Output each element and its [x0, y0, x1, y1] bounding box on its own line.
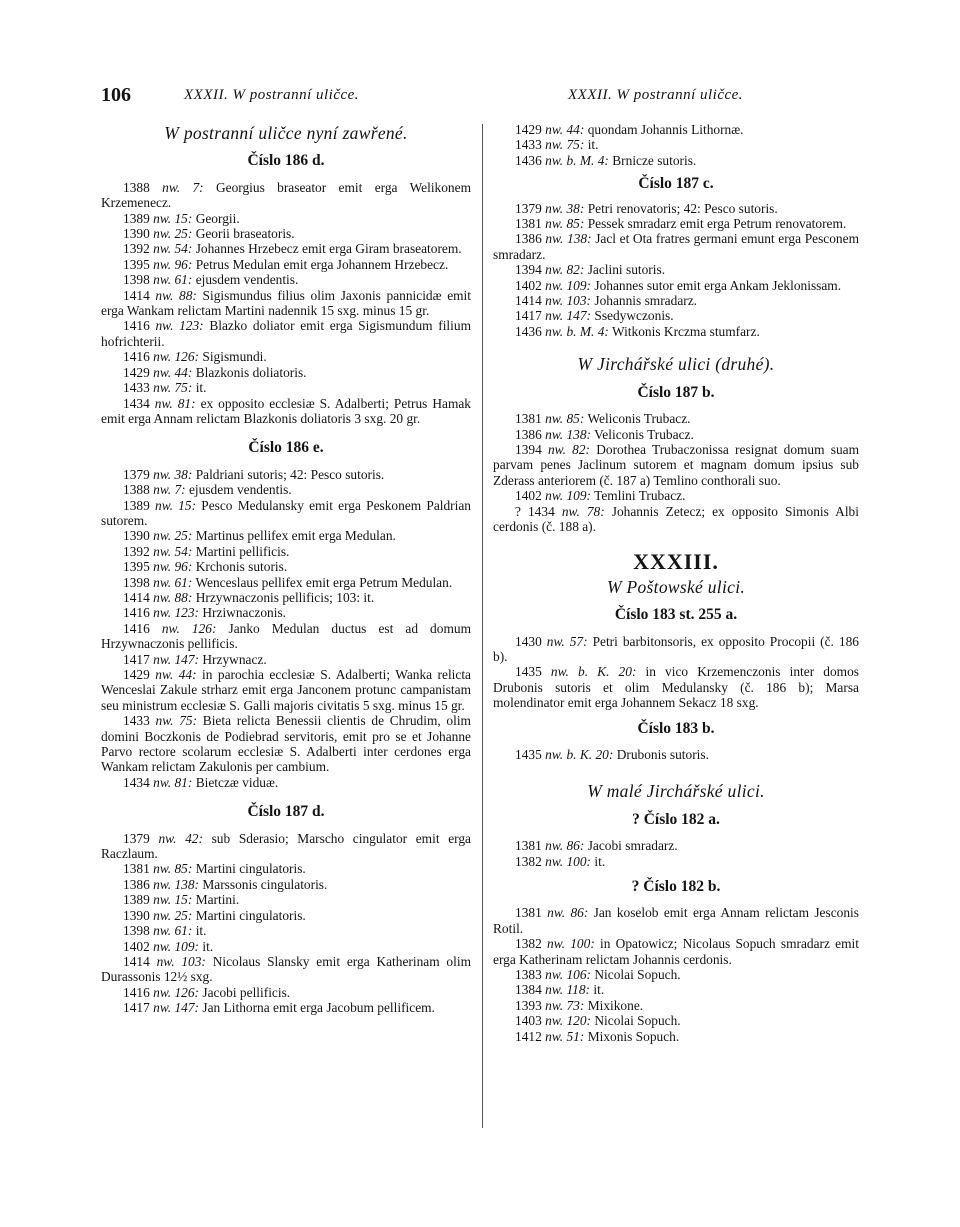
house-number-heading: Číslo 183 b. — [637, 719, 715, 737]
entry-text: Johannes Hrzebecz emit erga Giram braseatorem. — [195, 241, 462, 257]
entry-reference: nw. 147: — [153, 1000, 200, 1016]
entry-year: 1389 — [123, 892, 150, 908]
entry-year: 1379 — [515, 200, 542, 216]
record-entry — [101, 349, 471, 364]
record-entry — [101, 861, 471, 876]
entry-reference: nw. 123: — [153, 605, 200, 621]
entry-year: ? 1434 — [515, 503, 555, 519]
entry-text: Jacl et Ota fratres germani emunt erga Pesconem smradarz. — [493, 231, 859, 262]
entry-year: 1395 — [123, 559, 150, 575]
record-entry — [101, 288, 471, 319]
entry-text: it. — [195, 380, 207, 396]
entry-year: 1381 — [123, 861, 150, 877]
entry-reference: nw. 54: — [153, 241, 193, 257]
record-entry — [493, 308, 859, 323]
record-entry — [493, 634, 859, 665]
record-entry — [101, 544, 471, 559]
entry-text: Martinus pellifex emit erga Medulan. — [195, 528, 396, 544]
entry-year: 1402 — [123, 938, 150, 954]
entry-text: Georgius braseator emit erga Welikonem Krzemenecz. — [101, 179, 471, 211]
entry-text: Jaclini sutoris. — [587, 262, 666, 278]
entry-text: Blazkonis doliatoris. — [195, 364, 307, 380]
running-header — [101, 84, 781, 108]
record-entry — [101, 985, 471, 1000]
entry-year: 1416 — [123, 349, 150, 365]
entry-reference: nw. b. K. 20: — [550, 664, 637, 680]
entry-year: 1434 — [123, 395, 150, 411]
record-entry — [101, 180, 471, 211]
entry-text: Mixonis Sopuch. — [587, 1028, 680, 1044]
entry-reference: nw. 75: — [545, 137, 585, 153]
record-entry — [493, 324, 859, 339]
entry-text: Georgii. — [195, 210, 240, 226]
entry-reference: nw. 147: — [545, 308, 592, 324]
record-entry — [101, 365, 471, 380]
entry-text: Martini cingulatoris. — [195, 907, 306, 923]
entry-reference: nw. 73: — [545, 997, 585, 1013]
entry-year: 1403 — [515, 1013, 542, 1029]
entry-text: Hrzywnacz. — [202, 651, 267, 667]
entry-reference: nw. 85: — [545, 216, 585, 232]
record-entry — [493, 504, 859, 535]
entry-reference: nw. 100: — [545, 853, 592, 869]
entry-text: Ssedywczonis. — [594, 308, 674, 324]
entry-reference: nw. 138: — [545, 231, 592, 247]
record-entry — [493, 262, 859, 277]
entry-reference: nw. 82: — [547, 441, 591, 457]
right-column — [493, 122, 859, 1044]
entry-reference: nw. 38: — [545, 200, 585, 216]
spacer — [101, 426, 471, 432]
entry-reference: nw. 86: — [545, 838, 585, 854]
entry-text: sub Sderasio; Marscho cingulator emit erga Raczlaum. — [101, 830, 471, 862]
street-title: W Poštowské ulici. — [606, 576, 746, 597]
entry-reference: nw. 25: — [153, 528, 193, 544]
record-entry — [101, 1000, 471, 1015]
entry-text: Hrzywnaczonis pellificis; 103: it. — [195, 589, 375, 605]
record-entry — [101, 652, 471, 667]
entry-text: it. — [594, 853, 606, 869]
entry-text: Wenceslaus pellifex emit erga Petrum Medulan. — [195, 574, 453, 590]
entry-text: Johannis Zetecz; ex opposito Simonis Albi cerdonis (č. 188 a). — [493, 503, 859, 534]
house-number-heading: Číslo 187 d. — [247, 803, 325, 821]
entry-text: Weliconis Trubacz. — [587, 411, 691, 427]
entry-text: Johannes sutor emit erga Ankam Jeklonissam. — [594, 277, 842, 293]
entry-text: Sigismundi. — [202, 349, 267, 365]
entry-year: 1429 — [123, 667, 150, 682]
entry-reference: nw. 42: — [158, 830, 203, 846]
entry-year: 1434 — [123, 774, 150, 790]
record-entry — [493, 201, 859, 216]
record-entry — [101, 257, 471, 272]
entry-year: 1402 — [515, 488, 542, 504]
entry-text: ejusdem vendentis. — [188, 482, 292, 498]
record-entry — [493, 998, 859, 1013]
entry-year: 1417 — [123, 651, 150, 667]
entry-text: Blazko doliator emit erga Sigismundum filium hofrichterii. — [101, 318, 471, 349]
record-entry — [101, 482, 471, 497]
entry-text: it. — [593, 982, 605, 998]
entry-text: Georii braseatoris. — [195, 226, 295, 242]
entry-year: 1389 — [123, 210, 150, 226]
entry-year: 1392 — [123, 241, 150, 257]
entry-year: 1430 — [515, 633, 542, 649]
entry-year: 1414 — [123, 589, 150, 605]
page-number: 106 — [101, 84, 131, 106]
left-column — [101, 122, 471, 1016]
entry-reference: nw. 109: — [545, 277, 592, 293]
spacer — [493, 711, 859, 713]
entry-year: 1429 — [123, 364, 150, 380]
entry-text: it. — [195, 923, 207, 939]
record-entry — [493, 854, 859, 869]
entry-year: 1381 — [515, 216, 542, 232]
record-entry — [493, 936, 859, 967]
entry-reference: nw. 44: — [545, 122, 585, 137]
spacer — [493, 762, 859, 780]
record-entry — [493, 664, 859, 710]
entry-reference: nw. 126: — [153, 349, 200, 365]
entry-reference: nw. b. M. 4: — [545, 152, 609, 168]
entry-year: 1381 — [515, 411, 542, 427]
entry-year: 1417 — [123, 1000, 150, 1016]
record-entry — [101, 667, 471, 713]
entry-year: 1416 — [123, 984, 150, 1000]
house-number-heading: ? Číslo 182 b. — [631, 878, 721, 896]
entry-text: in Opatowicz; Nicolaus Sopuch smradarz emit erga Katherinam relictam Johannis cerdonis. — [493, 936, 859, 967]
entry-year: 1402 — [515, 277, 542, 293]
entry-year: 1381 — [515, 905, 542, 921]
record-entry — [101, 877, 471, 892]
record-entry — [101, 775, 471, 790]
entry-year: 1389 — [123, 497, 150, 513]
record-entry — [101, 954, 471, 985]
entry-text: Nicolai Sopuch. — [594, 967, 681, 983]
entry-year: 1382 — [515, 853, 542, 869]
entry-year: 1388 — [123, 179, 150, 195]
entry-reference: nw. 61: — [153, 574, 193, 590]
entry-reference: nw. 126: — [153, 984, 200, 1000]
entry-reference: nw. 138: — [153, 876, 200, 892]
entry-text: Johannis smradarz. — [594, 293, 698, 309]
entry-reference: nw. 103: — [545, 293, 592, 309]
entry-reference: nw. 15: — [153, 892, 193, 908]
entry-text: Pessek smradarz emit erga Petrum renovatorem. — [587, 216, 847, 232]
entry-year: 1386 — [123, 876, 150, 892]
record-entry — [493, 216, 859, 231]
house-number-heading: Číslo 186 d. — [247, 152, 325, 170]
entry-year: 1386 — [515, 231, 542, 247]
entry-reference: nw. 120: — [545, 1013, 592, 1029]
entry-text: Hrziwnaczonis. — [202, 605, 287, 621]
record-entry — [101, 892, 471, 907]
entry-reference: nw. 7: — [153, 482, 186, 498]
record-entry — [493, 231, 859, 262]
record-entry — [493, 1029, 859, 1044]
entry-reference: nw. 54: — [153, 543, 193, 559]
running-title-left: XXXII. W postranní uličce. — [184, 87, 360, 103]
entry-text: Krchonis sutoris. — [195, 559, 288, 575]
entry-reference: nw. 85: — [545, 411, 585, 427]
entry-text: Jan Lithorna emit erga Jacobum pellificem. — [202, 1000, 435, 1016]
record-entry — [493, 905, 859, 936]
street-title: W postranní uličce nyní zawřené. — [164, 123, 408, 143]
entry-year: 1384 — [515, 982, 542, 998]
entry-reference: nw. 78: — [561, 503, 605, 519]
record-entry — [101, 575, 471, 590]
entry-year: 1433 — [123, 380, 150, 396]
entry-text: Paldriani sutoris; 42: Pesco sutoris. — [195, 466, 385, 482]
entry-year: 1416 — [123, 318, 150, 334]
entry-reference: nw. 44: — [153, 364, 193, 380]
entry-reference: nw. 82: — [545, 262, 585, 278]
entry-year: 1394 — [515, 441, 542, 457]
entry-year: 1394 — [515, 262, 542, 278]
entry-year: 1398 — [123, 923, 150, 939]
street-title: W malé Jirchářské ulici. — [587, 781, 765, 802]
house-number-heading: Číslo 187 b. — [637, 383, 715, 401]
entry-reference: nw. b. K. 20: — [545, 747, 614, 762]
record-entry — [101, 380, 471, 395]
entry-text: Drubonis sutoris. — [616, 747, 709, 762]
record-entry — [101, 939, 471, 954]
spacer — [493, 869, 859, 871]
chapter-number: XXXIII. — [633, 549, 719, 575]
entry-year: 1393 — [515, 997, 542, 1013]
entry-reference: nw. 15: — [153, 210, 193, 226]
entry-text: Nicolaus Slansky emit erga Katherinam olim Durassonis 12½ sxg. — [101, 953, 471, 985]
entry-text: Petri barbitonsoris, ex opposito Procopii (č. 186 b). — [493, 633, 859, 664]
record-entry — [493, 982, 859, 997]
entry-text: ex opposito ecclesiæ S. Adalberti; Petrus Hamak emit erga Annam relictam Blazkonis doliatoris 3 sxg. 20 gr. — [101, 395, 472, 426]
house-number-heading: Číslo 187 c. — [638, 175, 714, 193]
entry-reference: nw. 81: — [154, 395, 196, 411]
entry-year: 1412 — [515, 1028, 542, 1044]
entry-reference: nw. 51: — [545, 1028, 585, 1044]
entry-text: quondam Johannis Lithornæ. — [587, 122, 744, 137]
record-entry — [493, 122, 859, 137]
record-entry — [493, 427, 859, 442]
record-entry — [101, 226, 471, 241]
record-entry — [101, 559, 471, 574]
record-entry — [493, 838, 859, 853]
entry-year: 1388 — [123, 482, 150, 498]
record-entry — [493, 488, 859, 503]
entry-year: 1416 — [123, 620, 150, 636]
record-entry — [101, 621, 471, 652]
entry-text: Jan koselob emit erga Annam relictam Jesconis Rotil. — [493, 905, 859, 936]
entry-reference: nw. 86: — [547, 905, 589, 921]
entry-reference: nw. 88: — [155, 287, 197, 303]
entry-reference: nw. 44: — [155, 667, 197, 682]
record-entry — [101, 272, 471, 287]
entry-reference: nw. 126: — [161, 620, 217, 636]
entry-reference: nw. 38: — [153, 466, 193, 482]
entry-year: 1392 — [123, 543, 150, 559]
entry-text: Nicolai Sopuch. — [594, 1013, 681, 1029]
record-entry — [493, 278, 859, 293]
entry-text: Mixikone. — [587, 997, 644, 1013]
entry-reference: nw. 57: — [546, 633, 588, 649]
entry-year: 1381 — [515, 838, 542, 854]
entry-reference: nw. 96: — [153, 256, 193, 272]
entry-reference: nw. 138: — [545, 426, 592, 442]
column-divider — [482, 124, 483, 1128]
spacer — [493, 339, 859, 353]
entry-text: Marssonis cingulatoris. — [202, 876, 328, 892]
entry-year: 1429 — [515, 122, 542, 137]
entry-year: 1390 — [123, 226, 150, 242]
entry-reference: nw. 109: — [153, 938, 200, 954]
entry-year: 1398 — [123, 272, 150, 288]
record-entry — [101, 908, 471, 923]
entry-reference: nw. 106: — [545, 967, 592, 983]
entry-year: 1435 — [515, 664, 542, 680]
entry-text: it. — [202, 938, 214, 954]
record-entry — [101, 211, 471, 226]
record-entry — [101, 467, 471, 482]
entry-text: Petri renovatoris; 42: Pesco sutoris. — [587, 200, 778, 216]
entry-text: Janko Medulan ductus est ad domum Hrzywnaczonis pellificis. — [101, 620, 471, 652]
entry-year: 1379 — [123, 466, 150, 482]
entry-year: 1390 — [123, 528, 150, 544]
record-entry — [493, 442, 859, 488]
entry-reference: nw. 85: — [153, 861, 193, 877]
record-entry — [493, 137, 859, 152]
entry-text: Witkonis Krczma stumfarz. — [611, 323, 760, 339]
house-number-heading: Číslo 186 e. — [248, 439, 324, 457]
entry-reference: nw. 147: — [153, 651, 200, 667]
record-entry — [493, 411, 859, 426]
entry-text: Petrus Medulan emit erga Johannem Hrzebecz. — [195, 256, 449, 272]
entry-reference: nw. 61: — [153, 923, 193, 939]
record-entry — [101, 241, 471, 256]
record-entry — [493, 967, 859, 982]
entry-reference: nw. 100: — [547, 936, 595, 952]
house-number-heading: Číslo 183 st. 255 a. — [614, 606, 738, 624]
record-entry — [493, 747, 859, 762]
entry-year: 1414 — [123, 953, 150, 969]
entry-text: Martini. — [195, 892, 240, 908]
entry-text: Brnicze sutoris. — [612, 152, 697, 168]
entry-reference: nw. 7: — [162, 179, 204, 195]
entry-text: Bieta relicta Benessii clientis de Chrudim, olim domini Boczkonis de Podiebrad servitoris, emit pro se et Johanne Parvo rectore scolarum ecclesiæ S. Adalberti inter cerdones erga Wankam relictam Zakulonis per cambium. — [101, 713, 471, 775]
entry-year: 1417 — [515, 308, 542, 324]
running-title-right: XXXII. W postranní uličce. — [568, 87, 744, 103]
entry-text: in vico Krzemenczonis inter domos Drubonis sutoris et olim Medulansky (č. 186 b); Marsa molendinator emit erga Johannem Sekacz 18 sxg. — [493, 664, 859, 711]
record-entry — [101, 713, 471, 775]
entry-reference: nw. 96: — [153, 559, 193, 575]
entry-year: 1433 — [515, 137, 542, 153]
record-entry — [493, 293, 859, 308]
entry-year: 1435 — [515, 747, 542, 762]
entry-text: Veliconis Trubacz. — [594, 426, 694, 442]
entry-year: 1390 — [123, 907, 150, 923]
entry-text: Bietczæ viduæ. — [195, 774, 279, 790]
entry-reference: nw. 81: — [153, 774, 193, 790]
entry-text: Sigismundus filius olim Jaxonis pannicidæ emit erga Wankam relictam Martini nadennik 15 sxg. minus 15 gr. — [101, 287, 471, 319]
street-title: W Jirchářské ulici (druhé). — [577, 354, 775, 375]
entry-year: 1382 — [515, 936, 542, 952]
entry-reference: nw. 109: — [545, 488, 592, 504]
entry-year: 1414 — [515, 293, 542, 309]
entry-year: 1414 — [123, 287, 150, 303]
entry-text: ejusdem vendentis. — [195, 272, 299, 288]
entry-reference: nw. 103: — [156, 953, 206, 969]
entry-text: it. — [587, 137, 599, 153]
entry-text: Temlini Trubacz. — [594, 488, 686, 504]
entry-reference: nw. 25: — [153, 907, 193, 923]
entry-text: Pesco Medulansky emit erga Peskonem Paldrian sutorem. — [101, 497, 472, 528]
spacer — [101, 790, 471, 796]
record-entry — [101, 605, 471, 620]
entry-year: 1383 — [515, 967, 542, 983]
record-entry — [493, 153, 859, 168]
entry-year: 1386 — [515, 426, 542, 442]
entry-reference: nw. 75: — [155, 713, 198, 729]
entry-text: Jacobi smradarz. — [587, 838, 678, 854]
record-entry — [101, 528, 471, 543]
record-entry — [101, 318, 471, 349]
record-entry — [101, 590, 471, 605]
entry-reference: nw. 61: — [153, 272, 193, 288]
entry-text: Dorothea Trubaczonissa resignat domum suam parvam penes Jaclinum sutorem et magnam domum ipsius sub Zderass anteriorem (č. 187 a) Temlino conthorali suo. — [493, 441, 859, 488]
entry-text: in parochia ecclesiæ S. Adalberti; Wanka relicta Wenceslai Zakule strharz emit erga Janconem protunc campanistam seu ministrum ecclesiæ S. Galli majoris civitatis 5 sxg. minus 15 gr. — [101, 667, 472, 713]
entry-year: 1436 — [515, 152, 542, 168]
entry-reference: nw. b. M. 4: — [545, 323, 609, 339]
entry-year: 1433 — [123, 713, 150, 729]
entry-text: Martini cingulatoris. — [195, 861, 306, 877]
record-entry — [101, 831, 471, 862]
entry-year: 1416 — [123, 605, 150, 621]
entry-year: 1436 — [515, 323, 542, 339]
entry-text: Jacobi pellificis. — [202, 984, 291, 1000]
house-number-heading: ? Číslo 182 a. — [632, 810, 720, 828]
entry-year: 1379 — [123, 830, 150, 846]
record-entry — [101, 498, 471, 529]
record-entry — [101, 923, 471, 938]
entry-reference: nw. 25: — [153, 226, 193, 242]
entry-reference: nw. 88: — [153, 589, 193, 605]
entry-reference: nw. 118: — [545, 982, 591, 998]
entry-text: Martini pellificis. — [195, 543, 290, 559]
entry-year: 1395 — [123, 256, 150, 272]
entry-reference: nw. 123: — [155, 318, 204, 334]
entry-year: 1398 — [123, 574, 150, 590]
entry-reference: nw. 15: — [155, 497, 197, 513]
record-entry — [493, 1013, 859, 1028]
entry-reference: nw. 75: — [153, 380, 193, 396]
record-entry — [101, 396, 471, 427]
